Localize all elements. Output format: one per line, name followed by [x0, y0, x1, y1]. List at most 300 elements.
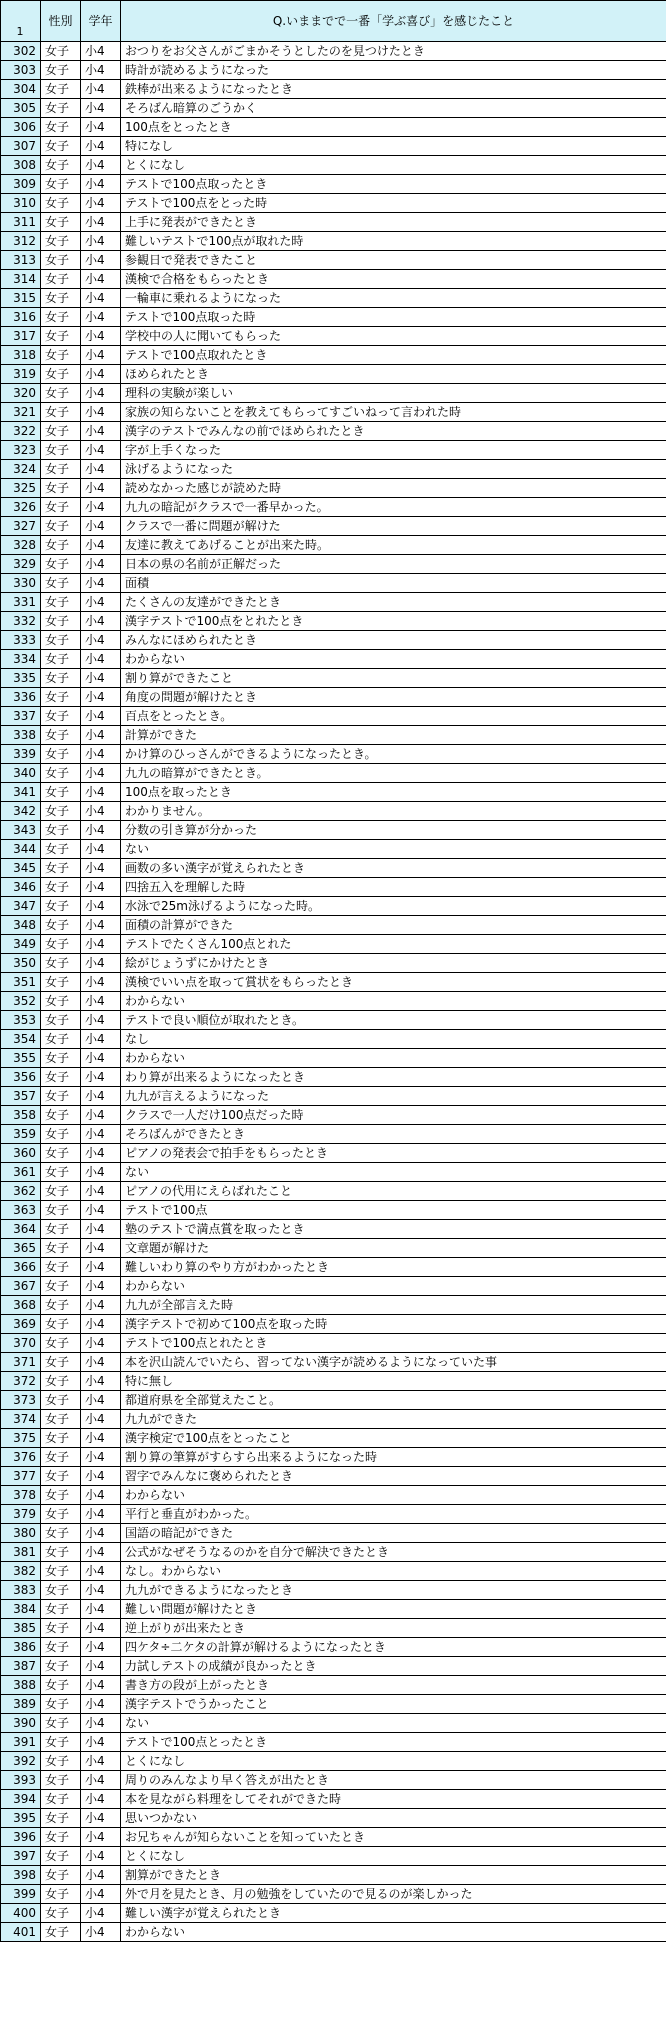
answer-cell[interactable]: 四捨五入を理解した時 [121, 878, 666, 897]
answer-cell[interactable]: 習字でみんなに褒められたとき [121, 1467, 666, 1486]
row-number[interactable]: 380 [1, 1524, 41, 1543]
grade-cell[interactable]: 小4 [81, 1315, 121, 1334]
grade-cell[interactable]: 小4 [81, 1866, 121, 1885]
row-number[interactable]: 381 [1, 1543, 41, 1562]
row-number[interactable]: 366 [1, 1258, 41, 1277]
row-number[interactable]: 389 [1, 1695, 41, 1714]
row-number[interactable]: 302 [1, 42, 41, 61]
answer-cell[interactable]: 難しい漢字が覚えられたとき [121, 1904, 666, 1923]
grade-cell[interactable]: 小4 [81, 1752, 121, 1771]
gender-cell[interactable]: 女子 [41, 802, 81, 821]
grade-cell[interactable]: 小4 [81, 1410, 121, 1429]
answer-cell[interactable]: わからない [121, 1277, 666, 1296]
gender-cell[interactable]: 女子 [41, 1391, 81, 1410]
grade-cell[interactable]: 小4 [81, 1391, 121, 1410]
grade-cell[interactable]: 小4 [81, 726, 121, 745]
grade-cell[interactable]: 小4 [81, 1486, 121, 1505]
gender-cell[interactable]: 女子 [41, 403, 81, 422]
answer-cell[interactable]: 難しいテストで100点が取れた時 [121, 232, 666, 251]
grade-cell[interactable]: 小4 [81, 1068, 121, 1087]
gender-cell[interactable]: 女子 [41, 61, 81, 80]
gender-cell[interactable]: 女子 [41, 327, 81, 346]
grade-cell[interactable]: 小4 [81, 992, 121, 1011]
row-number[interactable]: 335 [1, 669, 41, 688]
grade-cell[interactable]: 小4 [81, 517, 121, 536]
answer-cell[interactable]: なし。わからない [121, 1562, 666, 1581]
row-number[interactable]: 349 [1, 935, 41, 954]
grade-cell[interactable]: 小4 [81, 1904, 121, 1923]
grade-cell[interactable]: 小4 [81, 61, 121, 80]
gender-cell[interactable]: 女子 [41, 251, 81, 270]
grade-cell[interactable]: 小4 [81, 1676, 121, 1695]
row-number[interactable]: 336 [1, 688, 41, 707]
row-number[interactable]: 328 [1, 536, 41, 555]
gender-cell[interactable]: 女子 [41, 1752, 81, 1771]
gender-cell[interactable]: 女子 [41, 175, 81, 194]
answer-cell[interactable]: 漢字テストで初めて100点を取った時 [121, 1315, 666, 1334]
row-number[interactable]: 356 [1, 1068, 41, 1087]
answer-cell[interactable]: 100点を取ったとき [121, 783, 666, 802]
grade-cell[interactable]: 小4 [81, 1885, 121, 1904]
row-number[interactable]: 384 [1, 1600, 41, 1619]
grade-cell[interactable]: 小4 [81, 650, 121, 669]
row-number[interactable]: 400 [1, 1904, 41, 1923]
answer-cell[interactable]: 思いつかない [121, 1809, 666, 1828]
answer-cell[interactable]: 九九ができた [121, 1410, 666, 1429]
gender-cell[interactable]: 女子 [41, 1790, 81, 1809]
gender-cell[interactable]: 女子 [41, 1163, 81, 1182]
gender-cell[interactable]: 女子 [41, 1847, 81, 1866]
row-number[interactable]: 345 [1, 859, 41, 878]
gender-cell[interactable]: 女子 [41, 1923, 81, 1942]
grade-cell[interactable]: 小4 [81, 1163, 121, 1182]
grade-cell[interactable]: 小4 [81, 1714, 121, 1733]
answer-cell[interactable]: 計算ができた [121, 726, 666, 745]
gender-cell[interactable]: 女子 [41, 1296, 81, 1315]
grade-cell[interactable]: 小4 [81, 1277, 121, 1296]
row-number[interactable]: 307 [1, 137, 41, 156]
row-number[interactable]: 386 [1, 1638, 41, 1657]
row-number[interactable]: 350 [1, 954, 41, 973]
gender-cell[interactable]: 女子 [41, 1429, 81, 1448]
answer-cell[interactable]: なし [121, 1030, 666, 1049]
gender-cell[interactable]: 女子 [41, 422, 81, 441]
answer-cell[interactable]: 周りのみんなより早く答えが出たとき [121, 1771, 666, 1790]
answer-cell[interactable]: 漢字検定で100点をとったこと [121, 1429, 666, 1448]
gender-cell[interactable]: 女子 [41, 973, 81, 992]
answer-cell[interactable]: 一輪車に乗れるようになった [121, 289, 666, 308]
grade-cell[interactable]: 小4 [81, 821, 121, 840]
row-number[interactable]: 382 [1, 1562, 41, 1581]
row-number[interactable]: 321 [1, 403, 41, 422]
row-number[interactable]: 360 [1, 1144, 41, 1163]
grade-cell[interactable]: 小4 [81, 1030, 121, 1049]
answer-cell[interactable]: とくになし [121, 1847, 666, 1866]
answer-cell[interactable]: 100点をとったとき [121, 118, 666, 137]
grade-cell[interactable]: 小4 [81, 1733, 121, 1752]
grade-cell[interactable]: 小4 [81, 1106, 121, 1125]
answer-cell[interactable]: ない [121, 840, 666, 859]
gender-cell[interactable]: 女子 [41, 935, 81, 954]
gender-cell[interactable]: 女子 [41, 270, 81, 289]
grade-cell[interactable]: 小4 [81, 251, 121, 270]
gender-cell[interactable]: 女子 [41, 536, 81, 555]
gender-cell[interactable]: 女子 [41, 1068, 81, 1087]
answer-cell[interactable]: 水泳で25m泳げるようになった時。 [121, 897, 666, 916]
gender-cell[interactable]: 女子 [41, 612, 81, 631]
gender-cell[interactable]: 女子 [41, 859, 81, 878]
grade-cell[interactable]: 小4 [81, 1239, 121, 1258]
gender-cell[interactable]: 女子 [41, 1676, 81, 1695]
gender-cell[interactable]: 女子 [41, 99, 81, 118]
gender-cell[interactable]: 女子 [41, 878, 81, 897]
grade-cell[interactable]: 小4 [81, 270, 121, 289]
gender-cell[interactable]: 女子 [41, 1505, 81, 1524]
row-number[interactable]: 318 [1, 346, 41, 365]
answer-cell[interactable]: 漢検で合格をもらったとき [121, 270, 666, 289]
answer-cell[interactable]: 特に無し [121, 1372, 666, 1391]
grade-cell[interactable]: 小4 [81, 954, 121, 973]
row-number[interactable]: 330 [1, 574, 41, 593]
gender-cell[interactable]: 女子 [41, 194, 81, 213]
answer-cell[interactable]: わり算が出来るようになったとき [121, 1068, 666, 1087]
grade-cell[interactable]: 小4 [81, 593, 121, 612]
answer-cell[interactable]: テストでたくさん100点とれた [121, 935, 666, 954]
gender-cell[interactable]: 女子 [41, 1904, 81, 1923]
row-number[interactable]: 317 [1, 327, 41, 346]
answer-cell[interactable]: 友達に教えてあげることが出来た時。 [121, 536, 666, 555]
gender-cell[interactable]: 女子 [41, 213, 81, 232]
gender-cell[interactable]: 女子 [41, 669, 81, 688]
row-number[interactable]: 391 [1, 1733, 41, 1752]
row-number[interactable]: 337 [1, 707, 41, 726]
row-number-header[interactable]: 1 [1, 1, 41, 42]
column-header-grade[interactable]: 学年 [81, 1, 121, 42]
row-number[interactable]: 333 [1, 631, 41, 650]
grade-cell[interactable]: 小4 [81, 156, 121, 175]
answer-cell[interactable]: クラスで一人だけ100点だった時 [121, 1106, 666, 1125]
answer-cell[interactable]: クラスで一番に問題が解けた [121, 517, 666, 536]
answer-cell[interactable]: 本を見ながら料理をしてそれができた時 [121, 1790, 666, 1809]
grade-cell[interactable]: 小4 [81, 1429, 121, 1448]
row-number[interactable]: 393 [1, 1771, 41, 1790]
row-number[interactable]: 401 [1, 1923, 41, 1942]
answer-cell[interactable]: ない [121, 1714, 666, 1733]
gender-cell[interactable]: 女子 [41, 1353, 81, 1372]
gender-cell[interactable]: 女子 [41, 137, 81, 156]
gender-cell[interactable]: 女子 [41, 1087, 81, 1106]
row-number[interactable]: 363 [1, 1201, 41, 1220]
grade-cell[interactable]: 小4 [81, 1809, 121, 1828]
row-number[interactable]: 309 [1, 175, 41, 194]
answer-cell[interactable]: わからない [121, 1486, 666, 1505]
gender-cell[interactable]: 女子 [41, 631, 81, 650]
answer-cell[interactable]: 力試しテストの成績が良かったとき [121, 1657, 666, 1676]
gender-cell[interactable]: 女子 [41, 1201, 81, 1220]
grade-cell[interactable]: 小4 [81, 1372, 121, 1391]
answer-cell[interactable]: 漢字のテストでみんなの前でほめられたとき [121, 422, 666, 441]
gender-cell[interactable]: 女子 [41, 1372, 81, 1391]
answer-cell[interactable]: 泳げるようになった [121, 460, 666, 479]
grade-cell[interactable]: 小4 [81, 99, 121, 118]
answer-cell[interactable]: みんなにほめられたとき [121, 631, 666, 650]
gender-cell[interactable]: 女子 [41, 1144, 81, 1163]
grade-cell[interactable]: 小4 [81, 80, 121, 99]
row-number[interactable]: 387 [1, 1657, 41, 1676]
answer-cell[interactable]: 参観日で発表できたこと [121, 251, 666, 270]
row-number[interactable]: 368 [1, 1296, 41, 1315]
row-number[interactable]: 359 [1, 1125, 41, 1144]
gender-cell[interactable]: 女子 [41, 1695, 81, 1714]
answer-cell[interactable]: 面積 [121, 574, 666, 593]
grade-cell[interactable]: 小4 [81, 479, 121, 498]
grade-cell[interactable]: 小4 [81, 1011, 121, 1030]
answer-cell[interactable]: 難しい問題が解けたとき [121, 1600, 666, 1619]
grade-cell[interactable]: 小4 [81, 1296, 121, 1315]
answer-cell[interactable]: ピアノの発表会で拍手をもらったとき [121, 1144, 666, 1163]
answer-cell[interactable]: 都道府県を全部覚えたこと。 [121, 1391, 666, 1410]
row-number[interactable]: 374 [1, 1410, 41, 1429]
gender-cell[interactable]: 女子 [41, 1828, 81, 1847]
row-number[interactable]: 312 [1, 232, 41, 251]
gender-cell[interactable]: 女子 [41, 916, 81, 935]
row-number[interactable]: 378 [1, 1486, 41, 1505]
grade-cell[interactable]: 小4 [81, 1334, 121, 1353]
grade-cell[interactable]: 小4 [81, 1524, 121, 1543]
gender-cell[interactable]: 女子 [41, 498, 81, 517]
row-number[interactable]: 358 [1, 1106, 41, 1125]
answer-cell[interactable]: 外で月を見たとき、月の勉強をしていたので見るのが楽しかった [121, 1885, 666, 1904]
row-number[interactable]: 320 [1, 384, 41, 403]
answer-cell[interactable]: 文章題が解けた [121, 1239, 666, 1258]
row-number[interactable]: 390 [1, 1714, 41, 1733]
gender-cell[interactable]: 女子 [41, 954, 81, 973]
grade-cell[interactable]: 小4 [81, 1258, 121, 1277]
row-number[interactable]: 362 [1, 1182, 41, 1201]
answer-cell[interactable]: 九九が言えるようになった [121, 1087, 666, 1106]
answer-cell[interactable]: 割り算ができたこと [121, 669, 666, 688]
answer-cell[interactable]: 角度の問題が解けたとき [121, 688, 666, 707]
gender-cell[interactable]: 女子 [41, 1543, 81, 1562]
answer-cell[interactable]: そろばん暗算のごうかく [121, 99, 666, 118]
grade-cell[interactable]: 小4 [81, 1353, 121, 1372]
answer-cell[interactable]: 割り算の筆算がすらすら出来るようになった時 [121, 1448, 666, 1467]
row-number[interactable]: 352 [1, 992, 41, 1011]
grade-cell[interactable]: 小4 [81, 365, 121, 384]
gender-cell[interactable]: 女子 [41, 840, 81, 859]
grade-cell[interactable]: 小4 [81, 1201, 121, 1220]
row-number[interactable]: 373 [1, 1391, 41, 1410]
gender-cell[interactable]: 女子 [41, 479, 81, 498]
row-number[interactable]: 367 [1, 1277, 41, 1296]
grade-cell[interactable]: 小4 [81, 1049, 121, 1068]
row-number[interactable]: 311 [1, 213, 41, 232]
answer-cell[interactable]: テストで良い順位が取れたとき。 [121, 1011, 666, 1030]
answer-cell[interactable]: テストで100点取ったとき [121, 175, 666, 194]
grade-cell[interactable]: 小4 [81, 707, 121, 726]
gender-cell[interactable]: 女子 [41, 1714, 81, 1733]
row-number[interactable]: 385 [1, 1619, 41, 1638]
answer-cell[interactable]: 九九の暗記がクラスで一番早かった。 [121, 498, 666, 517]
gender-cell[interactable]: 女子 [41, 1657, 81, 1676]
answer-cell[interactable]: 画数の多い漢字が覚えられたとき [121, 859, 666, 878]
grade-cell[interactable]: 小4 [81, 536, 121, 555]
row-number[interactable]: 369 [1, 1315, 41, 1334]
gender-cell[interactable]: 女子 [41, 460, 81, 479]
grade-cell[interactable]: 小4 [81, 802, 121, 821]
grade-cell[interactable]: 小4 [81, 688, 121, 707]
gender-cell[interactable]: 女子 [41, 289, 81, 308]
gender-cell[interactable]: 女子 [41, 118, 81, 137]
answer-cell[interactable]: 分数の引き算が分かった [121, 821, 666, 840]
grade-cell[interactable]: 小4 [81, 1448, 121, 1467]
gender-cell[interactable]: 女子 [41, 1562, 81, 1581]
answer-cell[interactable]: 理科の実験が楽しい [121, 384, 666, 403]
row-number[interactable]: 339 [1, 745, 41, 764]
gender-cell[interactable]: 女子 [41, 1049, 81, 1068]
gender-cell[interactable]: 女子 [41, 1600, 81, 1619]
row-number[interactable]: 305 [1, 99, 41, 118]
row-number[interactable]: 306 [1, 118, 41, 137]
grade-cell[interactable]: 小4 [81, 498, 121, 517]
gender-cell[interactable]: 女子 [41, 574, 81, 593]
row-number[interactable]: 316 [1, 308, 41, 327]
answer-cell[interactable]: 日本の県の名前が正解だった [121, 555, 666, 574]
row-number[interactable]: 331 [1, 593, 41, 612]
gender-cell[interactable]: 女子 [41, 821, 81, 840]
grade-cell[interactable]: 小4 [81, 669, 121, 688]
gender-cell[interactable]: 女子 [41, 441, 81, 460]
grade-cell[interactable]: 小4 [81, 289, 121, 308]
answer-cell[interactable]: 本を沢山読んでいたら、習ってない漢字が読めるようになっていた事 [121, 1353, 666, 1372]
row-number[interactable]: 348 [1, 916, 41, 935]
gender-cell[interactable]: 女子 [41, 745, 81, 764]
row-number[interactable]: 314 [1, 270, 41, 289]
gender-cell[interactable]: 女子 [41, 1581, 81, 1600]
grade-cell[interactable]: 小4 [81, 783, 121, 802]
answer-cell[interactable]: テストで100点 [121, 1201, 666, 1220]
answer-cell[interactable]: テストで100点とれたとき [121, 1334, 666, 1353]
gender-cell[interactable]: 女子 [41, 346, 81, 365]
grade-cell[interactable]: 小4 [81, 118, 121, 137]
gender-cell[interactable]: 女子 [41, 688, 81, 707]
row-number[interactable]: 383 [1, 1581, 41, 1600]
grade-cell[interactable]: 小4 [81, 764, 121, 783]
row-number[interactable]: 379 [1, 1505, 41, 1524]
answer-cell[interactable]: 時計が読めるようになった [121, 61, 666, 80]
grade-cell[interactable]: 小4 [81, 612, 121, 631]
row-number[interactable]: 346 [1, 878, 41, 897]
answer-cell[interactable]: 塾のテストで満点賞を取ったとき [121, 1220, 666, 1239]
gender-cell[interactable]: 女子 [41, 1106, 81, 1125]
row-number[interactable]: 308 [1, 156, 41, 175]
gender-cell[interactable]: 女子 [41, 1125, 81, 1144]
grade-cell[interactable]: 小4 [81, 1505, 121, 1524]
gender-cell[interactable]: 女子 [41, 1011, 81, 1030]
grade-cell[interactable]: 小4 [81, 422, 121, 441]
grade-cell[interactable]: 小4 [81, 840, 121, 859]
row-number[interactable]: 344 [1, 840, 41, 859]
gender-cell[interactable]: 女子 [41, 517, 81, 536]
answer-cell[interactable]: 九九が全部言えた時 [121, 1296, 666, 1315]
grade-cell[interactable]: 小4 [81, 175, 121, 194]
gender-cell[interactable]: 女子 [41, 42, 81, 61]
answer-cell[interactable]: 割算ができたとき [121, 1866, 666, 1885]
answer-cell[interactable]: 平行と垂直がわかった。 [121, 1505, 666, 1524]
row-number[interactable]: 396 [1, 1828, 41, 1847]
gender-cell[interactable]: 女子 [41, 593, 81, 612]
grade-cell[interactable]: 小4 [81, 213, 121, 232]
answer-cell[interactable]: 公式がなぜそうなるのかを自分で解決できたとき [121, 1543, 666, 1562]
column-header-gender[interactable]: 性別 [41, 1, 81, 42]
answer-cell[interactable]: 百点をとったとき。 [121, 707, 666, 726]
gender-cell[interactable]: 女子 [41, 365, 81, 384]
answer-cell[interactable]: テストで100点取った時 [121, 308, 666, 327]
gender-cell[interactable]: 女子 [41, 1334, 81, 1353]
grade-cell[interactable]: 小4 [81, 916, 121, 935]
answer-cell[interactable]: 家族の知らないことを教えてもらってすごいねって言われた時 [121, 403, 666, 422]
grade-cell[interactable]: 小4 [81, 1638, 121, 1657]
grade-cell[interactable]: 小4 [81, 745, 121, 764]
row-number[interactable]: 392 [1, 1752, 41, 1771]
answer-cell[interactable]: 難しいわり算のやり方がわかったとき [121, 1258, 666, 1277]
grade-cell[interactable]: 小4 [81, 1562, 121, 1581]
answer-cell[interactable]: 面積の計算ができた [121, 916, 666, 935]
gender-cell[interactable]: 女子 [41, 1315, 81, 1334]
answer-cell[interactable]: 九九の暗算ができたとき。 [121, 764, 666, 783]
answer-cell[interactable]: おつりをお父さんがごまかそうとしたのを見つけたとき [121, 42, 666, 61]
answer-cell[interactable]: テストで100点をとった時 [121, 194, 666, 213]
grade-cell[interactable]: 小4 [81, 1771, 121, 1790]
grade-cell[interactable]: 小4 [81, 1144, 121, 1163]
gender-cell[interactable]: 女子 [41, 783, 81, 802]
answer-cell[interactable]: かけ算のひっさんができるようになったとき。 [121, 745, 666, 764]
answer-cell[interactable]: 書き方の段が上がったとき [121, 1676, 666, 1695]
gender-cell[interactable]: 女子 [41, 1239, 81, 1258]
grade-cell[interactable]: 小4 [81, 897, 121, 916]
row-number[interactable]: 375 [1, 1429, 41, 1448]
gender-cell[interactable]: 女子 [41, 1448, 81, 1467]
grade-cell[interactable]: 小4 [81, 232, 121, 251]
grade-cell[interactable]: 小4 [81, 460, 121, 479]
gender-cell[interactable]: 女子 [41, 897, 81, 916]
row-number[interactable]: 398 [1, 1866, 41, 1885]
row-number[interactable]: 354 [1, 1030, 41, 1049]
gender-cell[interactable]: 女子 [41, 308, 81, 327]
row-number[interactable]: 370 [1, 1334, 41, 1353]
row-number[interactable]: 343 [1, 821, 41, 840]
answer-cell[interactable]: お兄ちゃんが知らないことを知っていたとき [121, 1828, 666, 1847]
row-number[interactable]: 395 [1, 1809, 41, 1828]
grade-cell[interactable]: 小4 [81, 555, 121, 574]
answer-cell[interactable]: わからない [121, 1049, 666, 1068]
grade-cell[interactable]: 小4 [81, 1619, 121, 1638]
grade-cell[interactable]: 小4 [81, 1657, 121, 1676]
grade-cell[interactable]: 小4 [81, 42, 121, 61]
answer-cell[interactable]: 九九ができるようになったとき [121, 1581, 666, 1600]
row-number[interactable]: 365 [1, 1239, 41, 1258]
grade-cell[interactable]: 小4 [81, 1467, 121, 1486]
row-number[interactable]: 377 [1, 1467, 41, 1486]
row-number[interactable]: 304 [1, 80, 41, 99]
gender-cell[interactable]: 女子 [41, 1467, 81, 1486]
answer-cell[interactable]: とくになし [121, 156, 666, 175]
gender-cell[interactable]: 女子 [41, 764, 81, 783]
answer-cell[interactable]: 四ケタ÷二ケタの計算が解けるようになったとき [121, 1638, 666, 1657]
answer-cell[interactable]: とくになし [121, 1752, 666, 1771]
grade-cell[interactable]: 小4 [81, 878, 121, 897]
answer-cell[interactable]: テストで100点取れたとき [121, 346, 666, 365]
